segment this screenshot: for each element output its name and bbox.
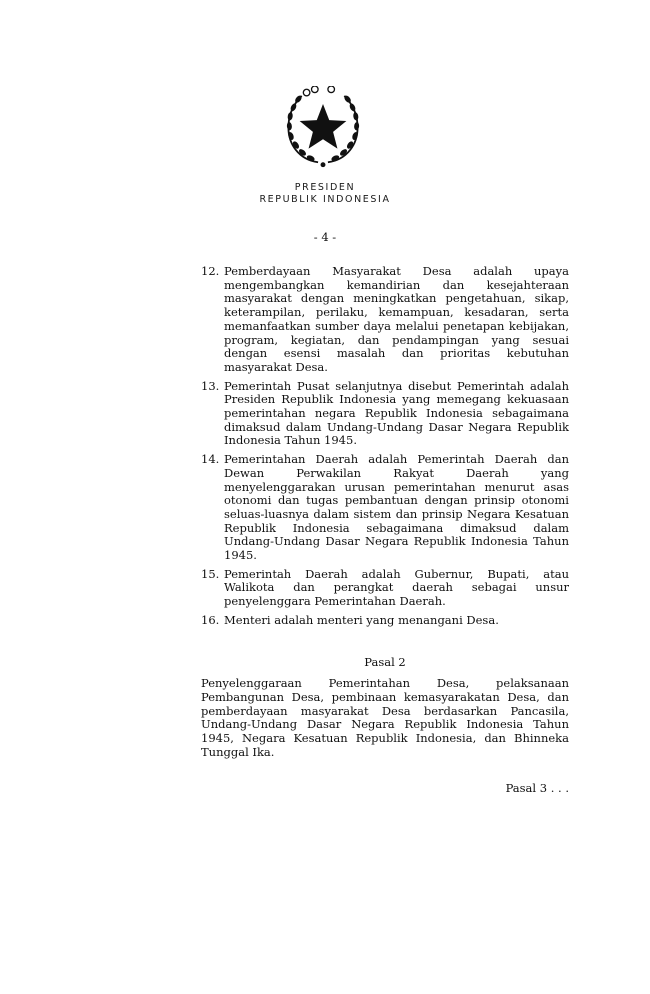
header-republik-indonesia: REPUBLIK INDONESIA <box>259 194 391 205</box>
continuation-reference: Pasal 3 . . . <box>505 780 569 795</box>
definition-item-16 <box>201 614 569 628</box>
item-text: Pemerintah Daerah adalah Gubernur, Bupati, atau Walikota dan perangkat daerah sebagai unsur penyelenggara Pemerintahan Daerah. <box>224 566 569 609</box>
garuda-star-emblem-icon <box>282 86 364 168</box>
item-number: 13. <box>201 378 220 393</box>
page-number: - 4 - <box>313 230 337 244</box>
item-text: Menteri adalah menteri yang menangani Desa. <box>224 612 499 627</box>
header-presiden: PRESIDEN <box>294 182 356 193</box>
item-text: Pemerintahan Daerah adalah Pemerintah Daerah dan Dewan Perwakilan Rakyat Daerah yang menyelenggarakan urusan pemerintahan menurut asas otonomi dan tugas pembantuan dengan prinsip otonomi seluas-luasnya dalam sistem dan prinsip Negara Kesatuan Republik Indonesia sebagaimana dimaksud dalam Undang-Undang Dasar Negara Republik Indonesia Tahun 1945. <box>224 452 569 563</box>
item-number: 14. <box>201 452 220 467</box>
item-text: Pemberdayaan Masyarakat Desa adalah upaya mengembangkan kemandirian dan kesejahteraan masyarakat dengan meningkatkan pengetahuan, sikap, keterampilan, perilaku, kemampuan, kesadaran, serta memanfaatkan sumber daya melalui penetapan kebijakan, program, kegiatan, dan pendampingan yang sesuai dengan esensi masalah dan prioritas kebutuhan masyarakat Desa. <box>224 264 569 374</box>
item-text: Pemerintah Pusat selanjutnya disebut Pemerintah adalah Presiden Republik Indonesia yang memegang kekuasaan pemerintahan negara Republik Indonesia sebagaimana dimaksud dalam Undang-Undang Dasar Negara Republik Indonesia Tahun 1945. <box>224 378 569 448</box>
definition-item-12 <box>201 265 569 375</box>
item-number: 16. <box>201 612 220 627</box>
pasal-2-body: Penyelenggaraan Pemerintahan Desa, pelaksanaan Pembangunan Desa, pembinaan kemasyarakatan Desa, dan pemberdayaan masyarakat Desa berdasarkan Pancasila, Undang-Undang Dasar Negara Republik Indonesia Tahun 1945, Negara Kesatuan Republik Indonesia, dan Bhinneka Tunggal Ika. <box>201 676 569 759</box>
definition-item-14 <box>201 453 569 563</box>
definition-item-13 <box>201 380 569 449</box>
item-number: 12. <box>201 264 220 278</box>
item-number: 15. <box>201 566 220 581</box>
document-body <box>201 265 569 795</box>
pasal-2-title: Pasal 2 <box>364 654 406 669</box>
definition-item-15 <box>201 568 569 609</box>
